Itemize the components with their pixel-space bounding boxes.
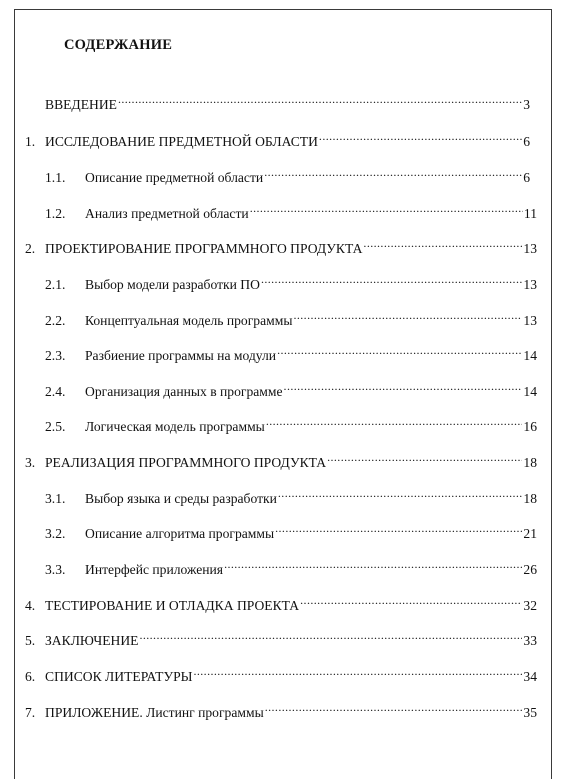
toc-entry-section-3-3[interactable] — [45, 554, 537, 577]
toc-leader-dots — [363, 233, 522, 253]
toc-entry-number: 3.2. — [45, 526, 66, 541]
toc-leader-dots — [265, 697, 523, 717]
toc-entry-section-5[interactable] — [25, 625, 537, 648]
toc-entry-text: ТЕСТИРОВАНИЕ И ОТЛАДКА ПРОЕКТА — [45, 598, 300, 613]
toc-entry-number: 5. — [25, 633, 36, 648]
toc-entry-page: 14 — [523, 384, 537, 399]
toc-entry-page: 14 — [523, 348, 537, 363]
toc-entry-page: 6 — [523, 134, 530, 149]
toc-entry-page: 3 — [523, 97, 530, 112]
toc-entry-number: 4. — [25, 598, 36, 613]
toc-entry-number: 7. — [25, 705, 36, 720]
toc-leader-dots — [266, 411, 523, 431]
toc-entry-section-6[interactable] — [25, 661, 537, 684]
toc-entry-page: 32 — [523, 598, 537, 613]
toc-entry-page: 35 — [523, 705, 537, 720]
toc-entry-text: ПРОЕКТИРОВАНИЕ ПРОГРАММНОГО ПРОДУКТА — [45, 241, 363, 256]
toc-entry-number: 1.1. — [45, 170, 66, 185]
toc-leader-dots — [278, 483, 523, 503]
toc-entry-page: 11 — [523, 206, 537, 221]
toc-entry-section-1-1[interactable] — [45, 162, 530, 185]
toc-entry-text: Концептуальная модель программы — [85, 313, 293, 328]
toc-entry-text: Интерфейс приложения — [85, 562, 224, 577]
toc-entry-page: 13 — [523, 277, 537, 292]
toc-entry-text: Описание алгоритма программы — [85, 526, 275, 541]
toc-leader-dots — [261, 269, 522, 289]
toc-entry-section-4[interactable] — [25, 590, 537, 613]
toc-entry-text: Выбор языка и среды разработки — [85, 491, 277, 506]
toc-entry-page: 6 — [523, 170, 530, 185]
toc-entry-section-2-3[interactable] — [45, 340, 537, 363]
toc-entry-number: 2.4. — [45, 384, 66, 399]
toc-entry-page: 13 — [523, 241, 537, 256]
toc-entry-number: 2.5. — [45, 419, 66, 434]
toc-entry-page: 16 — [523, 419, 537, 434]
toc-entry-text: Выбор модели разработки ПО — [85, 277, 260, 292]
toc-entry-number: 6. — [25, 669, 36, 684]
toc-entry-page: 18 — [523, 455, 537, 470]
toc-entry-number: 2. — [25, 241, 36, 256]
toc-entry-text: Организация данных в программе — [85, 384, 283, 399]
document-page — [14, 9, 552, 779]
toc-entry-number: 1. — [25, 134, 36, 149]
toc-entry-section-3-2[interactable] — [45, 518, 537, 541]
toc-leader-dots — [118, 89, 522, 109]
toc-entry-text: Описание предметной области — [85, 170, 264, 185]
toc-entry-introduction[interactable] — [45, 89, 530, 112]
toc-entry-number: 2.2. — [45, 313, 66, 328]
toc-entry-section-3[interactable] — [25, 447, 537, 470]
toc-entry-section-1[interactable] — [25, 126, 530, 149]
toc-leader-dots — [284, 376, 523, 396]
toc-entry-text: РЕАЛИЗАЦИЯ ПРОГРАММНОГО ПРОДУКТА — [45, 455, 327, 470]
toc-leader-dots — [293, 305, 522, 325]
toc-entry-text: ИССЛЕДОВАНИЕ ПРЕДМЕТНОЙ ОБЛАСТИ — [45, 134, 318, 149]
toc-entry-section-2-4[interactable] — [45, 376, 537, 399]
toc-entry-section-1-2[interactable] — [45, 198, 537, 221]
toc-entry-text: СПИСОК ЛИТЕРАТУРЫ — [45, 669, 193, 684]
toc-entry-text: Анализ предметной области — [85, 206, 249, 221]
toc-entry-text: ЗАКЛЮЧЕНИЕ — [45, 633, 139, 648]
toc-leader-dots — [300, 590, 522, 610]
toc-leader-dots — [224, 554, 522, 574]
toc-entry-text: ПРИЛОЖЕНИЕ. Листинг программы — [45, 705, 264, 720]
toc-leader-dots — [327, 447, 522, 467]
toc-entry-section-2-1[interactable] — [45, 269, 537, 292]
toc-entry-number: 3.3. — [45, 562, 66, 577]
toc-leader-dots — [139, 625, 522, 645]
toc-entry-number: 3. — [25, 455, 36, 470]
toc-entry-page: 13 — [523, 313, 537, 328]
toc-leader-dots — [193, 661, 522, 681]
toc-entry-text: Разбиение программы на модули — [85, 348, 277, 363]
toc-leader-dots — [250, 198, 523, 218]
toc-entry-section-2-5[interactable] — [45, 411, 537, 434]
toc-entry-number: 2.1. — [45, 277, 66, 292]
toc-entry-section-2-2[interactable] — [45, 305, 537, 328]
toc-entry-page: 18 — [523, 491, 537, 506]
toc-entry-section-7[interactable] — [25, 697, 537, 720]
toc-entry-page: 33 — [523, 633, 537, 648]
toc-entry-section-3-1[interactable] — [45, 483, 537, 506]
toc-leader-dots — [319, 126, 522, 146]
toc-leader-dots — [275, 518, 522, 538]
toc-entry-number: 1.2. — [45, 206, 66, 221]
toc-entry-number: 2.3. — [45, 348, 66, 363]
toc-entry-text: Логическая модель программы — [85, 419, 265, 434]
toc-leader-dots — [264, 162, 522, 182]
toc-entry-text: ВВЕДЕНИЕ — [45, 97, 117, 112]
toc-title: СОДЕРЖАНИЕ — [64, 37, 173, 53]
toc-entry-page: 34 — [523, 669, 537, 684]
toc-entry-number: 3.1. — [45, 491, 66, 506]
toc-entry-page: 21 — [523, 526, 537, 541]
toc-leader-dots — [277, 340, 522, 360]
toc-entry-page: 26 — [523, 562, 537, 577]
toc-entry-section-2[interactable] — [25, 233, 537, 256]
